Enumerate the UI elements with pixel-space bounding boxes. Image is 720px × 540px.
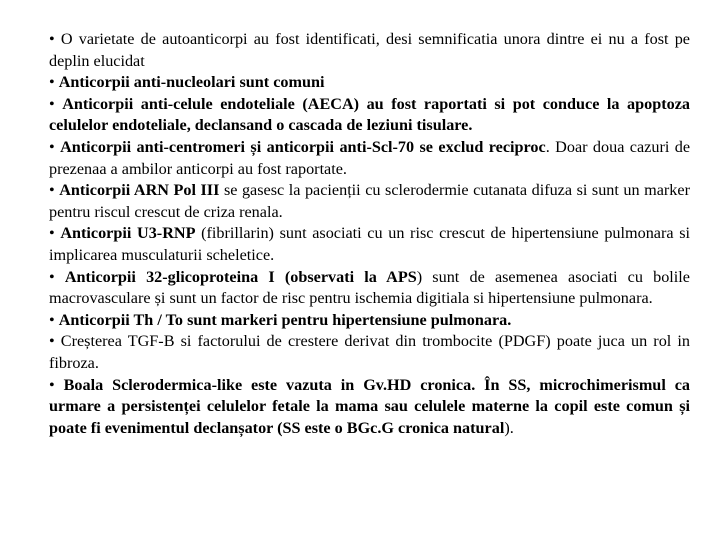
bullet-bold-text: Anticorpii U3-RNP [60,224,196,243]
bullet-text: ). [504,418,514,437]
bullet-text: • Creșterea TGF-B si factorului de crestere derivat din trombocite (PDGF) poate juca un rol in fibroza. [49,332,690,372]
bullet-item [49,137,690,180]
bullet-item [49,180,690,223]
bullet-item [49,72,690,94]
bullet-marker: • [49,181,60,200]
bullet-bold-text: Boala Sclerodermica-like este vazuta in Gv.HD cronica. În SS, microchimerismul ca urmare a persistenței celulelor fetale la mama sau celulele materne la copil este comun și poate fi evenimentul declanșator (SS este o BGc.G cronica natural [49,375,691,437]
bullet-marker: • [49,137,61,156]
bullet-bold-text: Anticorpii ARN Pol III [59,181,220,200]
bullet-item [49,331,690,374]
bullet-bold-text: Anticorpii anti-celule endoteliale (AECA) au fost raportati si pot conduce la apoptoza celulelor endoteliale, declansand o cascada de leziuni tisulare. [49,94,690,135]
bullet-item [49,29,690,72]
bullet-text: • O varietate de autoanticorpi au fost identificati, desi semnificatia unora dintre ei nu a fost pe deplin elucidat [49,30,690,70]
bullet-marker: • [49,267,65,286]
bullet-text: . Doar doua cazuri de prezenaa a ambilor anticorpi au fost raportate. [49,137,691,178]
bullet-item [49,310,690,332]
bullet-item [49,267,690,310]
bullet-marker: • [49,375,64,394]
bullet-item [49,375,690,440]
bullet-bold-text: Anticorpii Th / To sunt markeri pentru hipertensiune pulmonara. [58,310,512,329]
slide-text-body [49,29,690,439]
bullet-text: (fibrillarin) sunt asociati cu un risc crescut de hipertensiune pulmonara si implicarea musculaturii scheletice. [49,224,691,264]
bullet-text: se gasesc la pacienții cu sclerodermie cutanata difuza si sunt un marker pentru riscul crescut de criza renala. [49,181,690,221]
bullet-bold-text: Anticorpii 32-glicoproteina I (observati la APS [64,267,417,286]
bullet-marker: • [49,94,63,113]
bullet-item [49,94,690,137]
bullet-text: ) sunt de asemenea asociati cu bolile macrovasculare și sunt un factor de risc pentru ischemia digitiala si hipertensiune pulmonara. [49,267,690,308]
bullet-bold-text: Anticorpii anti-nucleolari sunt comuni [58,73,325,92]
bullet-bold-text: Anticorpii anti-centromeri și anticorpii anti-Scl-70 se exclud reciproc [60,137,546,156]
bullet-marker: • [49,224,61,243]
bullet-marker: • [49,310,59,329]
bullet-item [49,223,690,266]
bullet-marker: • [49,73,59,92]
